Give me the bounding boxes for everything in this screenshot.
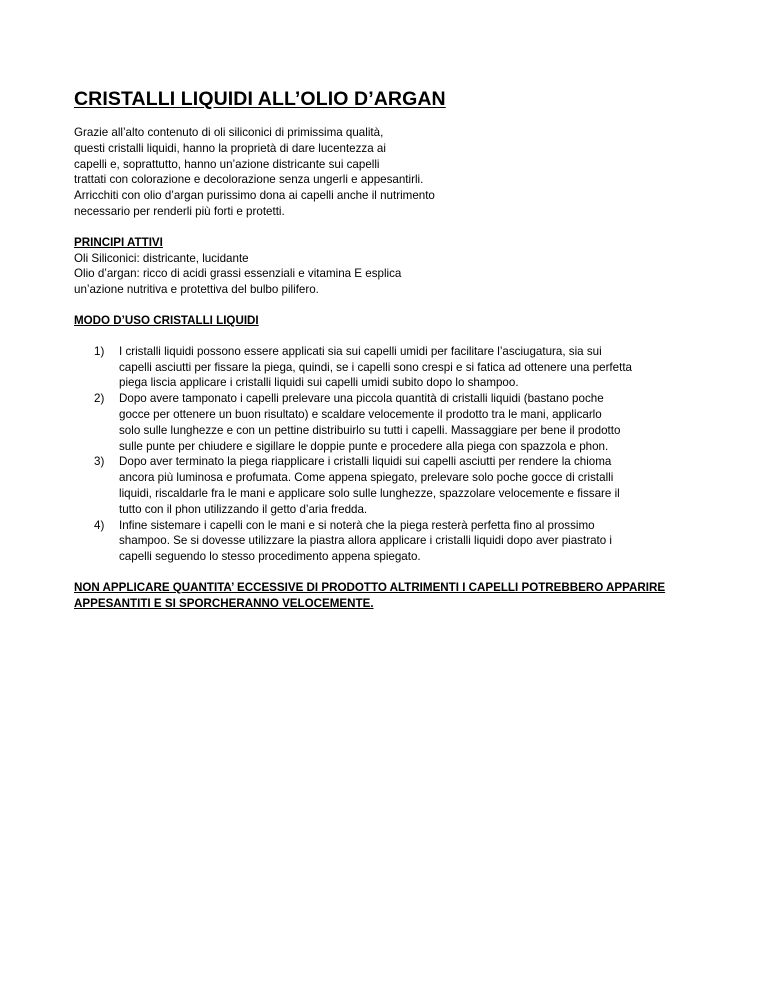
- step-line: sulle punte per chiudere e sigillare le doppie punte e procedere alla piega con spazzola e phon.: [119, 439, 609, 453]
- step-line: I cristalli liquidi possono essere applicati sia sui capelli umidi per facilitare l’asciugatura, sia sui: [119, 344, 602, 358]
- intro-line: necessario per renderli più forti e protetti.: [74, 204, 285, 218]
- principi-line: Olio d’argan: ricco di acidi grassi essenziali e vitamina E esplica: [74, 267, 402, 281]
- document-page: [74, 88, 694, 612]
- step-line: Dopo aver terminato la piega riapplicare i cristalli liquidi sui capelli asciutti per rendere la chioma: [119, 455, 612, 469]
- list-item: [74, 454, 694, 517]
- step-line: Infine sistemare i capelli con le mani e si noterà che la piega resterà perfetta fino al prossimo: [119, 518, 595, 532]
- document-title: CRISTALLI LIQUIDI ALL’OLIO D’ARGAN: [74, 88, 446, 110]
- step-number: 4): [94, 518, 105, 532]
- step-line: tutto con il phon utilizzando il getto d’aria fredda.: [119, 502, 368, 516]
- intro-line: Grazie all’alto contenuto di oli siliconici di primissima qualità,: [74, 126, 384, 139]
- step-number: 3): [94, 455, 105, 469]
- principi-line: Oli Siliconici: districante, lucidante: [74, 251, 249, 265]
- intro-line: questi cristalli liquidi, hanno la proprietà di dare lucentezza ai: [74, 141, 386, 155]
- step-line: ancora più luminosa e profumata. Come appena spiegato, prelevare solo poche gocce di cristalli: [119, 471, 614, 485]
- intro-line: trattati con colorazione e decolorazione senza ungerli e appesantirli.: [74, 173, 424, 187]
- step-number: 2): [94, 392, 105, 406]
- warning-note: [74, 580, 694, 612]
- step-line: shampoo. Se si dovesse utilizzare la piastra allora applicare i cristalli liquidi dopo aver piastrato i: [119, 534, 612, 548]
- principi-attivi-heading: PRINCIPI ATTIVI: [74, 235, 163, 249]
- step-line: capelli asciutti per fissare la piega, quindi, se i capelli sono crespi e si fatica ad ottenere una perfetta: [119, 360, 632, 374]
- intro-line: Arricchiti con olio d’argan purissimo dona ai capelli anche il nutrimento: [74, 189, 435, 203]
- step-line: piega liscia applicare i cristalli liquidi sui capelli umidi subito dopo lo shampoo.: [119, 376, 519, 390]
- modo-uso-section: [74, 313, 694, 565]
- principi-line: un’azione nutritiva e protettiva del bulbo pilifero.: [74, 283, 319, 297]
- step-line: Dopo avere tamponato i capelli prelevare una piccola quantità di cristalli liquidi (bastano poche: [119, 392, 604, 406]
- intro-line: capelli e, soprattutto, hanno un’azione districante sui capelli: [74, 157, 380, 171]
- step-line: solo sulle lunghezze e con un pettine distribuirlo su tutti i capelli. Massaggiare per bene il prodotto: [119, 423, 621, 437]
- steps-list: [74, 344, 694, 565]
- step-line: liquidi, riscaldarle fra le mani e applicare solo sulle lunghezze, spazzolare velocemente e fissare il: [119, 486, 620, 500]
- step-line: gocce per ottenere un buon risultato) e scaldare velocemente il prodotto tra le mani, applicarlo: [119, 407, 602, 421]
- list-item: [74, 518, 694, 565]
- list-item: [74, 344, 694, 391]
- step-line: capelli seguendo lo stesso procedimento appena spiegato.: [119, 550, 421, 564]
- principi-attivi-section: [74, 235, 694, 298]
- modo-uso-heading: MODO D’USO CRISTALLI LIQUIDI: [74, 313, 259, 327]
- warning-line: NON APPLICARE QUANTITA’ ECCESSIVE DI PRODOTTO ALTRIMENTI I CAPELLI POTREBBERO APPARIRE: [74, 580, 666, 594]
- warning-line: APPESANTITI E SI SPORCHERANNO VELOCEMENTE.: [74, 596, 374, 610]
- step-number: 1): [94, 344, 105, 358]
- list-item: [74, 391, 694, 454]
- intro-paragraph: [74, 125, 694, 220]
